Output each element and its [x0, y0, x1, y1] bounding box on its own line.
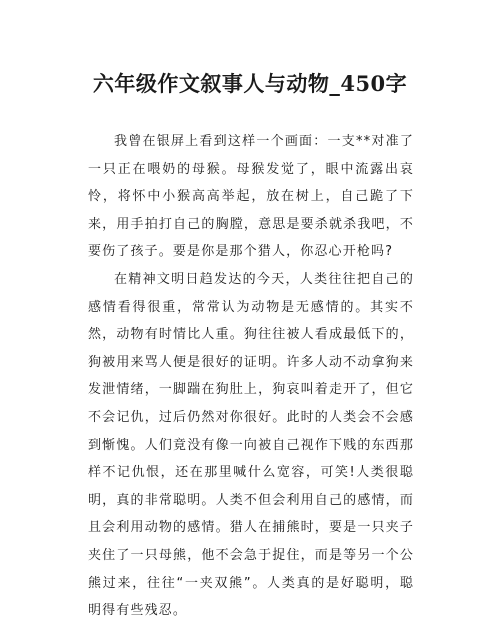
document-body — [88, 128, 414, 625]
paragraph-2: 在精神文明日趋发达的今天，人类往往把自己的感情看得很重，常常认为动物是无感情的。其实不然，动物有时情比人重。狗往往被人看成最低下的，狗被用来骂人便是很好的证明。许多人动不动拿狗来发泄情绪，一脚踹在狗肚上，狗哀叫着走开了，但它不会记仇，过后仍然对你很好。此时的人类会不会感到惭愧。人们竟没有像一向被自己视作下贱的东西那样不记仇恨，还在那里喊什么宽容，可笑!人类很聪明，真的非常聪明。人类不但会利用自己的感情，而且会利用动物的感情。猎人在捕熊时，要是一只夹子夹住了一只母熊，他不会急于捉住，而是等另一个公熊过来，往往“一夹双熊”。人类真的是好聪明，聪明得有些残忍。 — [88, 271, 414, 619]
paragraph-1: 我曾在银屏上看到这样一个画面：一支**对准了一只正在喂奶的母猴。母猴发觉了，眼中流露出哀怜，将怀中小猴高高举起，放在树上，自己跪了下来，用手拍打自己的胸膛，意思是要杀就杀我吧，不要伤了孩子。要是你是那个猎人，你忍心开枪吗? — [88, 134, 414, 260]
document-title: 六年级作文叙事人与动物_450字 — [92, 71, 408, 96]
